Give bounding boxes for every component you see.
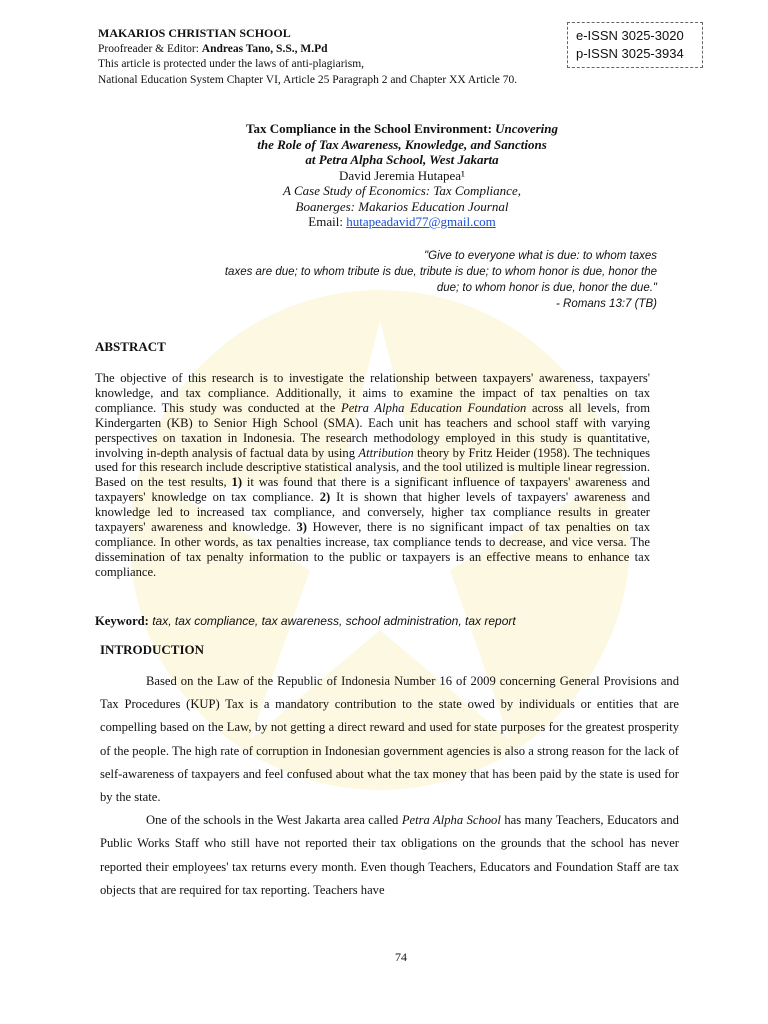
protection-line: This article is protected under the laws of anti-plagiarism, <box>98 58 365 70</box>
editor-name: Andreas Tano, S.S., M.Pd <box>201 42 328 55</box>
title-block <box>95 121 709 230</box>
keyword-values: tax, tax compliance, tax awareness, school administration, tax report <box>148 614 516 628</box>
school-name: MAKARIOS CHRISTIAN SCHOOL <box>98 26 291 40</box>
journal-header <box>98 26 578 88</box>
abstract-heading: ABSTRACT <box>95 339 166 354</box>
intro-paragraph-1: Based on the Law of the Republic of Indonesia Number 16 of 2009 concerning General Provisions and Tax Procedures (KUP) Tax is a mandatory contribution to the state owed by individuals or entities that are compelling based on the Law, by not getting a direct reward and used for state purposes for the greatest prosperity of the people. The high rate of corruption in Indonesian government agencies is also a strong reason for the lack of self-awareness of taxpayers and feel confused about what the tax money that has been paid by the state is used for by the state. <box>100 674 679 805</box>
introduction-body <box>100 670 679 902</box>
page-number: 74 <box>395 950 407 964</box>
case-study: A Case Study of Economics: Tax Compliance, <box>283 183 521 198</box>
editor-line: Proofreader & Editor: Andreas Tano, S.S., M.Pd <box>98 42 328 55</box>
epigraph-quote: "Give to everyone what is due: to whom taxes taxes are due; to whom tribute is due, tribute is due; to whom honor is due, honor the due; to whom honor is due, honor the due." - Romans 13:7 (TB) <box>160 248 657 312</box>
introduction-heading: INTRODUCTION <box>100 642 205 657</box>
e-issn: e-ISSN 3025-3020 <box>576 28 684 43</box>
title-line-3: at Petra Alpha School, West Jakarta <box>305 152 499 167</box>
email-line: Email: hutapeadavid77@gmail.com <box>308 214 496 229</box>
keywords <box>95 614 516 629</box>
journal-name: Boanerges: Makarios Education Journal <box>295 198 509 214</box>
intro-paragraph-2: One of the schools in the West Jakarta area called Petra Alpha School has many Teachers, Educators and Public Works Staff who still have not reported their tax obligations on the grounds that the school has never reported their employees' tax returns every month. Even though Teachers, Educators and Foundation Staff are tax objects that are required for tax reporting. Teachers have <box>100 813 679 897</box>
email-link[interactable]: hutapeadavid77@gmail.com <box>346 214 496 229</box>
p-issn: p-ISSN 3025-3934 <box>576 46 684 61</box>
title-line-2: the Role of Tax Awareness, Knowledge, and Sanctions <box>257 136 547 152</box>
author: David Jeremia Hutapea¹ <box>339 167 465 183</box>
title-line-1: Tax Compliance in the School Environment: Uncovering <box>245 121 559 136</box>
keyword-label: Keyword: <box>95 614 149 628</box>
quote-source: - Romans 13:7 (TB) <box>556 298 657 310</box>
issn-box <box>567 22 703 68</box>
law-line: National Education System Chapter VI, Article 25 Paragraph 2 and Chapter XX Article 70. <box>98 73 518 86</box>
abstract-text: The objective of this research is to investigate the relationship between taxpayers' awareness, taxpayers' knowledge, and tax compliance. Additionally, it aims to examine the impact of tax penalties on tax compliance. This study was conducted at the Petra Alpha Education Foundation across all levels, from Kindergarten (KB) to Senior High School (SMA). Each unit has teachers and school staff with varying perspectives on taxation in Indonesia. The research methodology employed in this study is quantitative, involving in-depth analysis of factual data by using Attribution theory by Fritz Heider (1958). The techniques used for this research include descriptive statistical analysis, and the tool utilized is multiple linear regression. Based on the test results, 1) it was found that there is a significant influence of taxpayers' awareness and taxpayers' knowledge on tax compliance. 2) It is shown that higher levels of taxpayers' awareness and knowledge led to increased tax compliance, and conversely, higher tax compliance results in greater taxpayers' awareness and knowledge. 3) However, there is no significant impact of tax penalties on tax compliance. In other words, as tax penalties increase, tax compliance tends to decrease, and vice versa. The dissemination of tax penalty information to the public or taxpayers is an effective means to enhance tax compliance. <box>95 371 651 579</box>
